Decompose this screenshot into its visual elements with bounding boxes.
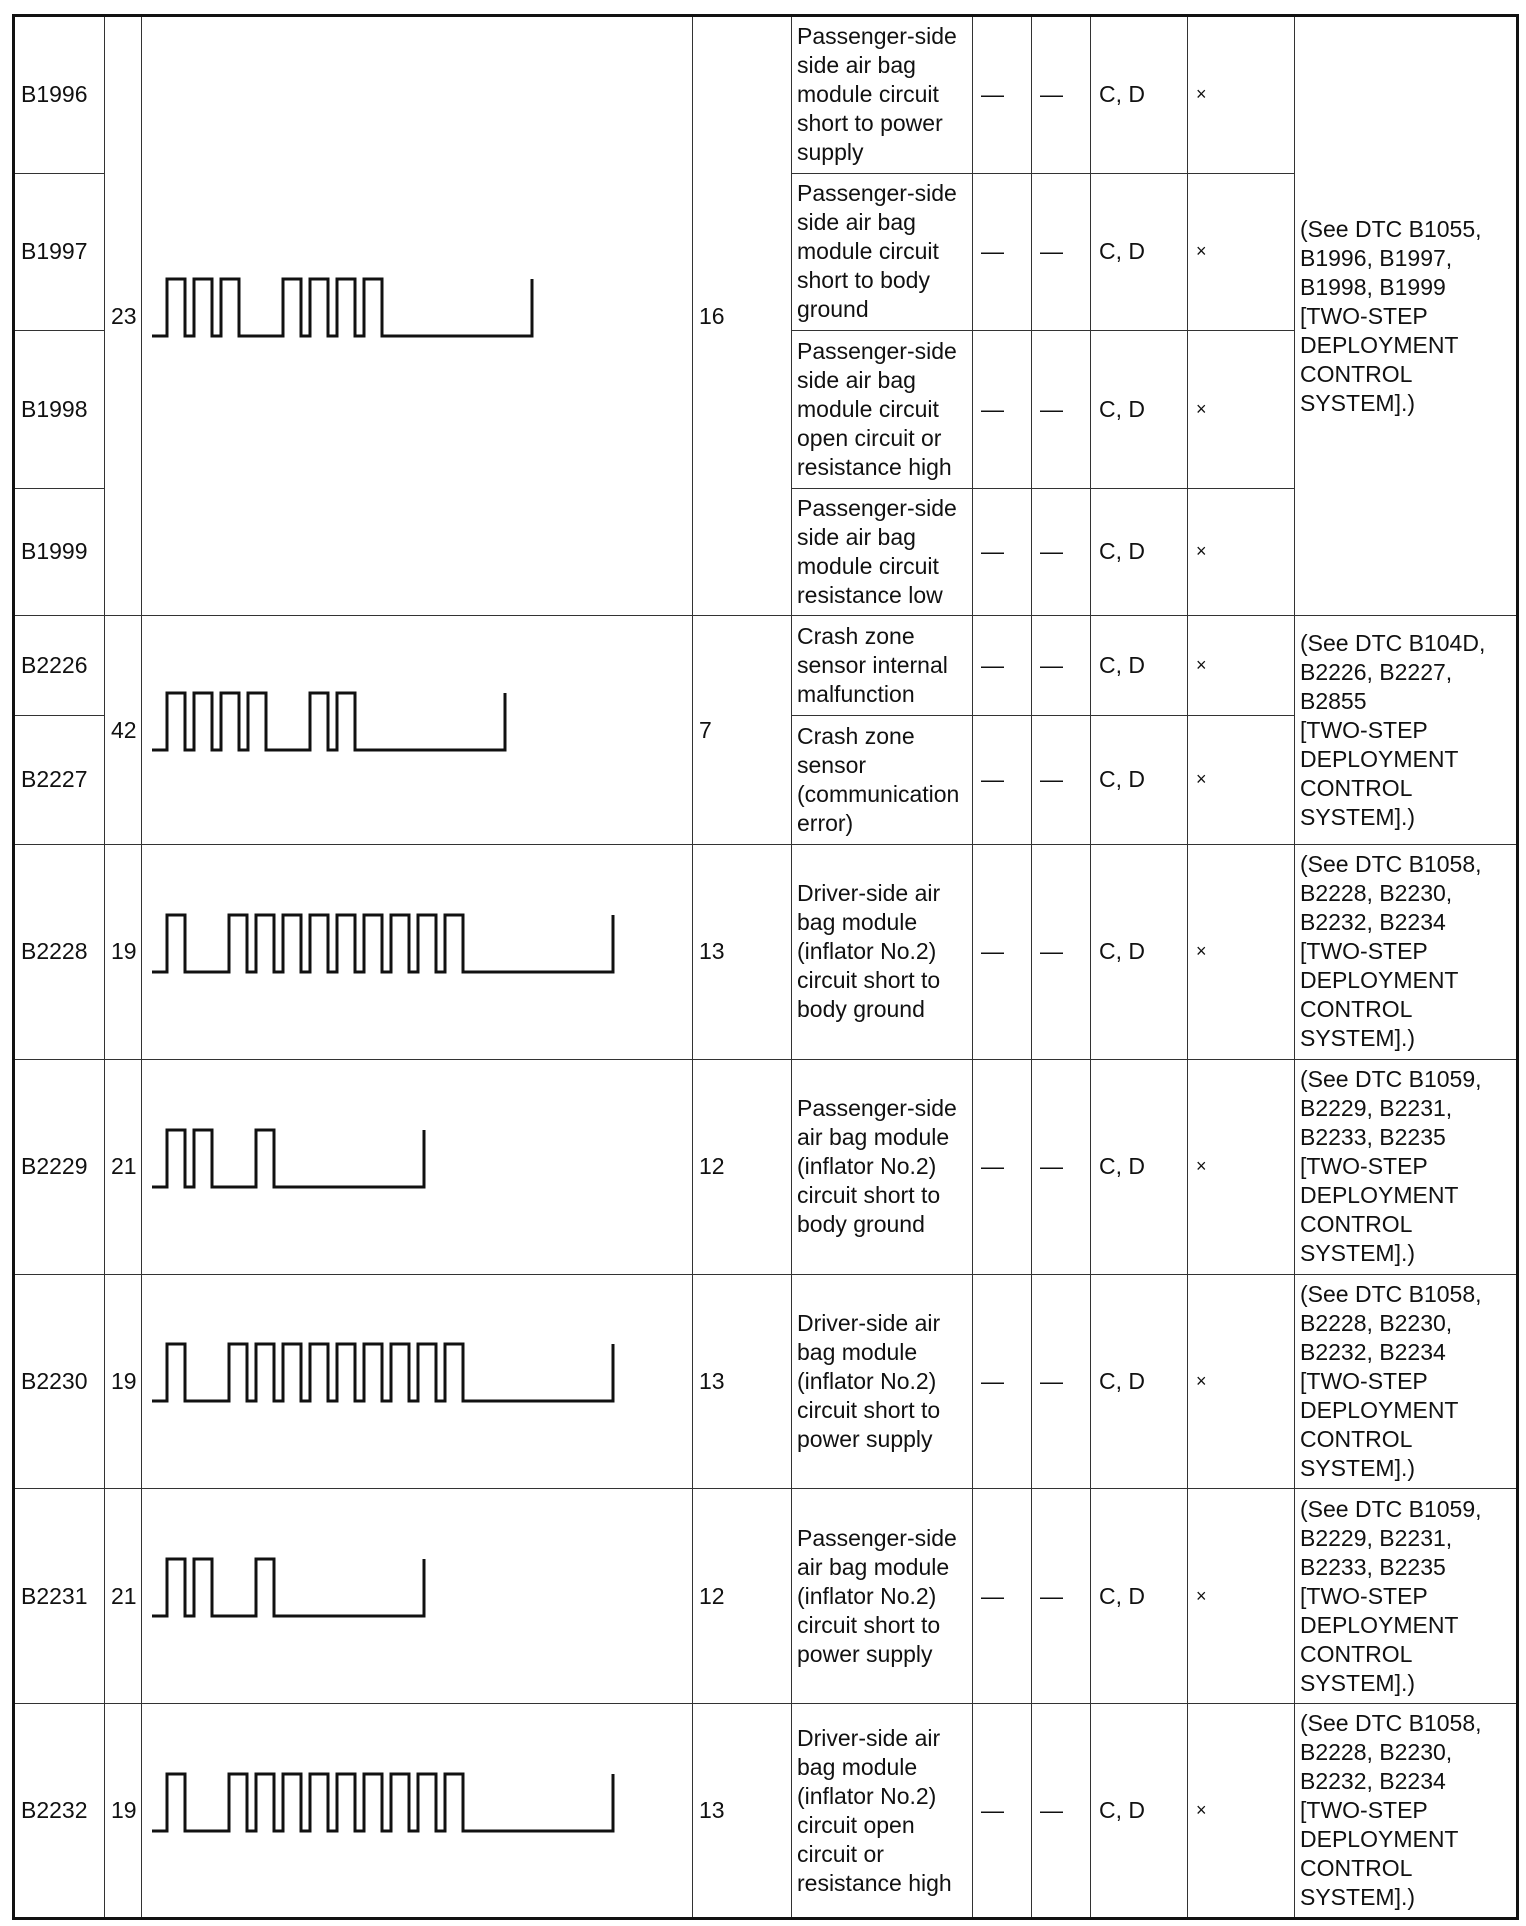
reference-note-line: CONTROL [1300,774,1413,801]
dtc-description-line: circuit open [797,1811,915,1838]
x-cell: × [1188,1059,1295,1274]
flash-count: 19 [105,1274,142,1489]
flash-pattern-waveform [142,18,693,614]
dtc-description-line: module circuit [797,395,939,422]
x-cell: × [1188,16,1295,174]
dash-cell: — [1032,616,1091,715]
mark-cell: C, D [1091,1059,1188,1274]
x-cell: × [1188,173,1295,331]
reference-note [1295,1704,1518,1919]
table-row [14,16,1518,174]
blink-count: 16 [693,16,792,616]
reference-note-line: SYSTEM].) [1300,1669,1416,1696]
reference-note-line: B2232, B2234 [1300,1338,1446,1365]
reference-note-line: (See DTC B1059, [1300,1495,1482,1522]
reference-note-line: B2233, B2235 [1300,1553,1446,1580]
dtc-code: B2228 [14,845,105,1060]
dtc-table-body [14,16,1518,1919]
reference-note-line: CONTROL [1300,1640,1413,1667]
reference-note-line: DEPLOYMENT [1300,1611,1459,1638]
dtc-description-line: side air bag [797,523,916,550]
flash-count: 19 [105,1704,142,1919]
dtc-description-line: circuit short to [797,967,941,994]
reference-note-line: B2232, B2234 [1300,909,1446,936]
dtc-description [792,488,973,615]
reference-note-line: SYSTEM].) [1300,1025,1416,1052]
waveform-line [152,915,613,972]
dtc-description-line: ground [797,296,869,323]
dash-cell: — [973,16,1032,174]
dtc-description [792,331,973,489]
x-cell: × [1188,331,1295,489]
reference-note [1295,1274,1518,1489]
table-row [14,1489,1518,1704]
dtc-code: B1999 [14,488,105,615]
reference-note-line: (See DTC B1059, [1300,1066,1482,1093]
reference-note [1295,1059,1518,1274]
waveform-line [152,279,532,336]
dtc-code: B1998 [14,331,105,489]
dtc-description-line: Passenger-side [797,337,957,364]
x-cell: × [1188,616,1295,715]
dtc-code: B2230 [14,1274,105,1489]
dtc-code: B2232 [14,1704,105,1919]
dtc-description-line: module circuit [797,552,939,579]
reference-note-line: SYSTEM].) [1300,389,1416,416]
reference-note-line: B2228, B2230, [1300,880,1453,907]
dtc-description [792,1059,973,1274]
table-row [14,616,1518,715]
blink-count: 13 [693,845,792,1060]
dtc-description-line: (inflator No.2) [797,1582,937,1609]
dtc-description-line: power supply [797,1425,933,1452]
dtc-description-line: body ground [797,1211,925,1238]
dtc-description-line: module circuit [797,81,939,108]
reference-note-line: DEPLOYMENT [1300,967,1459,994]
reference-note-line: B1996, B1997, [1300,244,1453,271]
reference-note-line: CONTROL [1300,996,1413,1023]
x-cell: × [1188,1704,1295,1919]
flash-pattern-cell [142,1489,693,1704]
dtc-description [792,715,973,844]
waveform-line [152,693,505,750]
flash-count: 42 [105,616,142,845]
reference-note-line: CONTROL [1300,1425,1413,1452]
dtc-description-line: (inflator No.2) [797,1153,937,1180]
reference-note-line: B2226, B2227, [1300,658,1453,685]
dtc-description-line: Crash zone [797,722,915,749]
flash-pattern-cell [142,1274,693,1489]
dtc-description-line: short to power [797,110,943,137]
reference-note-line: [TWO-STEP [1300,716,1428,743]
dash-cell: — [1032,488,1091,615]
reference-note-line: SYSTEM].) [1300,803,1416,830]
dtc-description-line: side air bag [797,52,916,79]
flash-count: 21 [105,1489,142,1704]
dtc-code: B2226 [14,616,105,715]
dash-cell: — [973,173,1032,331]
mark-cell: C, D [1091,715,1188,844]
dtc-description-line: Driver-side air [797,1309,941,1336]
table-row [14,845,1518,1060]
dtc-description-line: air bag module [797,1553,950,1580]
dtc-description [792,1704,973,1919]
mark-cell: C, D [1091,173,1188,331]
dash-cell: — [973,1059,1032,1274]
reference-note-line: [TWO-STEP [1300,1367,1428,1394]
waveform-line [152,1559,424,1616]
blink-count: 13 [693,1274,792,1489]
dtc-description-line: sensor [797,751,867,778]
reference-note-line: DEPLOYMENT [1300,1396,1459,1423]
dash-cell: — [1032,715,1091,844]
reference-note-line: DEPLOYMENT [1300,1826,1459,1853]
flash-pattern-cell [142,616,693,845]
dash-cell: — [973,1274,1032,1489]
mark-cell: C, D [1091,1489,1188,1704]
dash-cell: — [973,715,1032,844]
dtc-code: B2227 [14,715,105,844]
flash-count: 19 [105,845,142,1060]
flash-pattern-waveform [142,1705,693,1917]
x-cell: × [1188,715,1295,844]
dtc-description [792,845,973,1060]
x-cell: × [1188,845,1295,1060]
dash-cell: — [973,1489,1032,1704]
table-row [14,1274,1518,1489]
dtc-description-line: Passenger-side [797,1095,957,1122]
dtc-description-line: circuit short to [797,1396,941,1423]
reference-note-line: (See DTC B104D, [1300,629,1486,656]
flash-pattern-waveform [142,1490,693,1702]
blink-count: 12 [693,1059,792,1274]
dtc-description-line: bag module [797,909,918,936]
reference-note [1295,16,1518,616]
dtc-description [792,1489,973,1704]
dtc-code: B1996 [14,16,105,174]
reference-note-line: [TWO-STEP [1300,1582,1428,1609]
reference-note [1295,1489,1518,1704]
dtc-code: B2229 [14,1059,105,1274]
mark-cell: C, D [1091,16,1188,174]
dtc-description [792,616,973,715]
dtc-description-line: short to body [797,267,930,294]
mark-cell: C, D [1091,1704,1188,1919]
dtc-description-line: supply [797,139,864,166]
dtc-description-line: (communication [797,780,960,807]
dtc-description-line: Passenger-side [797,180,957,207]
dtc-description-line: power supply [797,1640,933,1667]
dtc-description-line: Passenger-side [797,23,957,50]
flash-count: 21 [105,1059,142,1274]
dtc-description-line: resistance high [797,1869,952,1896]
dtc-description-line: side air bag [797,209,916,236]
reference-note-line: SYSTEM].) [1300,1454,1416,1481]
dash-cell: — [973,331,1032,489]
dtc-description-line: malfunction [797,680,915,707]
reference-note-line: B2229, B2231, [1300,1524,1453,1551]
reference-note-line: SYSTEM].) [1300,1240,1416,1267]
dtc-description-line: (inflator No.2) [797,938,937,965]
dtc-description-line: resistance high [797,453,952,480]
dash-cell: — [1032,1704,1091,1919]
flash-count: 23 [105,16,142,616]
dtc-description-line: open circuit or [797,424,942,451]
dtc-description-line: Driver-side air [797,1724,941,1751]
x-cell: × [1188,488,1295,615]
mark-cell: C, D [1091,331,1188,489]
flash-pattern-cell [142,1704,693,1919]
dtc-description-line: bag module [797,1753,918,1780]
dtc-table [12,14,1519,1920]
blink-count: 7 [693,616,792,845]
table-row [14,1059,1518,1274]
reference-note-line: B2229, B2231, [1300,1095,1453,1122]
mark-cell: C, D [1091,845,1188,1060]
mark-cell: C, D [1091,616,1188,715]
dtc-description-line: (inflator No.2) [797,1782,937,1809]
dash-cell: — [1032,1059,1091,1274]
dtc-description-line: module circuit [797,238,939,265]
dtc-code: B1997 [14,173,105,331]
dash-cell: — [1032,331,1091,489]
dash-cell: — [973,845,1032,1060]
dtc-description-line: Crash zone [797,622,915,649]
reference-note-line: DEPLOYMENT [1300,1182,1459,1209]
dtc-description-line: circuit or [797,1840,884,1867]
reference-note-line: [TWO-STEP [1300,938,1428,965]
waveform-line [152,1774,613,1831]
table-row [14,1704,1518,1919]
dtc-description [792,173,973,331]
dtc-description-line: sensor internal [797,651,948,678]
reference-note-line: B2855 [1300,687,1367,714]
flash-pattern-waveform [142,1061,693,1273]
flash-pattern-cell [142,16,693,616]
reference-note [1295,845,1518,1060]
blink-count: 12 [693,1489,792,1704]
dtc-description-line: body ground [797,996,925,1023]
reference-note-line: B2233, B2235 [1300,1124,1446,1151]
mark-cell: C, D [1091,1274,1188,1489]
reference-note-line: SYSTEM].) [1300,1884,1416,1911]
blink-count: 13 [693,1704,792,1919]
x-cell: × [1188,1274,1295,1489]
dtc-description-line: Passenger-side [797,494,957,521]
reference-note [1295,616,1518,845]
dtc-description-line: circuit short to [797,1611,941,1638]
reference-note-line: [TWO-STEP [1300,302,1428,329]
reference-note-line: [TWO-STEP [1300,1153,1428,1180]
reference-note-line: CONTROL [1300,1211,1413,1238]
dtc-description-line: resistance low [797,581,943,608]
reference-note-line: DEPLOYMENT [1300,745,1459,772]
dtc-code: B2231 [14,1489,105,1704]
reference-note-line: [TWO-STEP [1300,1797,1428,1824]
x-cell: × [1188,1489,1295,1704]
dtc-description [792,16,973,174]
dash-cell: — [1032,173,1091,331]
reference-note-line: B2228, B2230, [1300,1309,1453,1336]
dash-cell: — [1032,16,1091,174]
waveform-line [152,1130,424,1187]
reference-note-line: B2232, B2234 [1300,1768,1446,1795]
dtc-description [792,1274,973,1489]
reference-note-line: CONTROL [1300,360,1413,387]
dtc-description-line: Passenger-side [797,1524,957,1551]
dash-cell: — [1032,1274,1091,1489]
flash-pattern-cell [142,1059,693,1274]
reference-note-line: DEPLOYMENT [1300,331,1459,358]
dtc-description-line: (inflator No.2) [797,1367,937,1394]
reference-note-line: B1998, B1999 [1300,273,1446,300]
dtc-description-line: side air bag [797,366,916,393]
flash-pattern-cell [142,845,693,1060]
reference-note-line: B2228, B2230, [1300,1739,1453,1766]
dash-cell: — [1032,845,1091,1060]
dash-cell: — [973,1704,1032,1919]
reference-note-line: (See DTC B1058, [1300,1710,1482,1737]
flash-pattern-waveform [142,846,693,1058]
dtc-description-line: error) [797,809,854,836]
dash-cell: — [973,488,1032,615]
waveform-line [152,1344,613,1401]
flash-pattern-waveform [142,1275,693,1487]
dtc-description-line: air bag module [797,1124,950,1151]
reference-note-line: (See DTC B1055, [1300,215,1482,242]
reference-note-line: (See DTC B1058, [1300,1280,1482,1307]
dash-cell: — [1032,1489,1091,1704]
dtc-description-line: circuit short to [797,1182,941,1209]
dtc-description-line: Driver-side air [797,880,941,907]
reference-note-line: CONTROL [1300,1855,1413,1882]
dtc-description-line: bag module [797,1338,918,1365]
flash-pattern-waveform [142,617,693,843]
dash-cell: — [973,616,1032,715]
reference-note-line: (See DTC B1058, [1300,851,1482,878]
mark-cell: C, D [1091,488,1188,615]
